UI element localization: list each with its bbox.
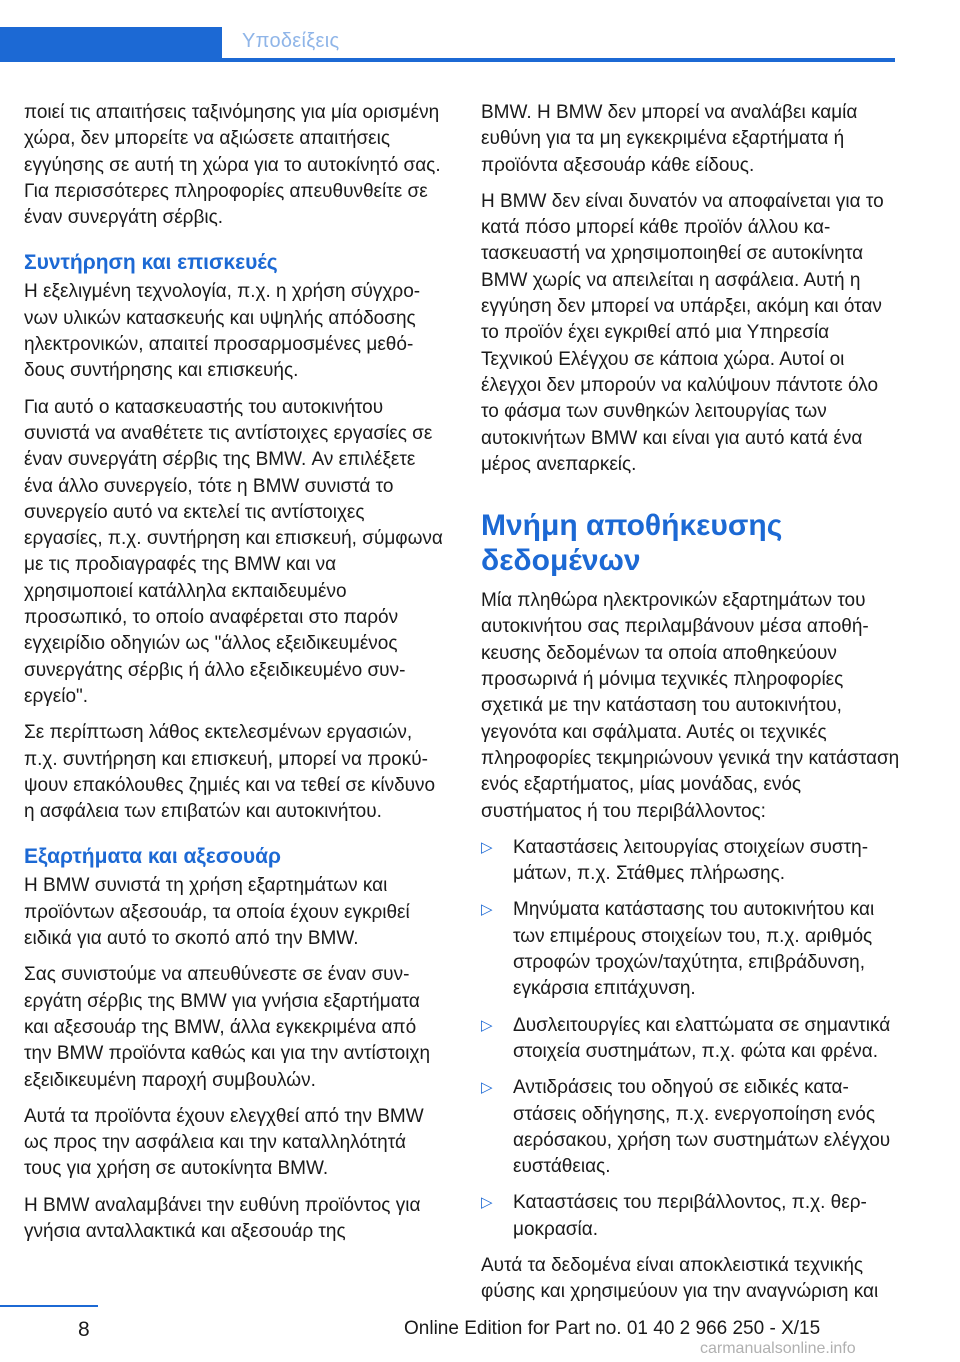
edition-note: Online Edition for Part no. 01 40 2 966 250 - X/15 bbox=[404, 1318, 821, 1339]
triangle-bullet-icon: ▷ bbox=[481, 1079, 493, 1097]
footer-rule bbox=[0, 1305, 98, 1307]
page-section-title: Υποδείξεις bbox=[242, 30, 340, 52]
list-item-text: Καταστάσεις του περιβάλλοντος, π.χ. θερμοκρασία. bbox=[513, 1192, 867, 1240]
paragraph: Η εξελιγμένη τεχνολογία, π.χ. η χρήση σύγχρονων υλικών κατασκευής και υψηλής απόδοσης ηλεκτρονικών, απαιτεί προσαρμοσμένες μεθόδους συντήρησης και επισκευής. bbox=[24, 281, 421, 382]
page-number: 8 bbox=[78, 1318, 90, 1341]
paragraph: Για αυτό ο κατασκευαστής του αυτοκινήτου συνιστά να αναθέτετε τις αντίστοιχες εργασίες σε έναν συνεργάτη σέρβις της BMW. Αν επιλέξετε ένα άλλο συνεργείο, τότε η BMW συνιστά το συνεργείο αυτό να εκτελεί τις αντίστοιχες εργασίες, π.χ. συντήρηση και επισκευή, σύμφωνα με τις προδιαγραφές της BMW και να χρησιμοποιεί κατάλληλα εκπαιδευμένο προσωπικό, το οποίο αναφέρεται στο παρόν εγχειρίδιο οδηγιών ως "άλλος εξειδικευμένος συνεργάτης σέρβις ή άλλο εξειδικευμένο συνεργείο". bbox=[24, 396, 443, 707]
header-rule bbox=[222, 58, 895, 62]
triangle-bullet-icon: ▷ bbox=[481, 838, 493, 856]
paragraph: Μία πληθώρα ηλεκτρονικών εξαρτημάτων του αυτοκινήτου σας περιλαμβάνουν μέσα αποθήκευσης δεδομένων τα οποία αποθηκεύουν προσωρινά ή μόνιμα τεχνικές πληροφορίες σχετικά με την κατάσταση του αυτοκινήτου, γεγονότα και σφάλματα. Αυτές οι τεχνικές πληροφορίες τεκμηριώνουν γενικά την κατάσταση ενός εξαρτήματος, μίας μονάδας, ενός συστήματος ή του περιβάλλοντος: bbox=[481, 590, 900, 822]
watermark: carmanualsonline.info bbox=[700, 1340, 856, 1357]
paragraph: Η BMW δεν είναι δυνατόν να αποφαίνεται για το κατά πόσο μπορεί κάθε προϊόν άλλου κατασκευαστή να χρησιμοποιηθεί σε αυτοκίνητα BMW χωρίς να απειλείται η ασφάλεια. Αυτή η εγγύηση δεν μπορεί να υπάρξει, ακόμη και όταν το προϊόν έχει εγκριθεί από μια Υπηρεσία Τεχνικού Ελέγχου σε κάποια χώρα. Αυτοί οι έλεγχοι δεν μπορούν να καλύψουν πάντοτε όλο το φάσμα των συνθηκών λειτουργίας των αυτοκινήτων BMW και είναι για αυτό κατά ένα μέρος ανεπαρκείς. bbox=[481, 190, 884, 475]
header-accent-bar bbox=[0, 27, 222, 62]
triangle-bullet-icon: ▷ bbox=[481, 1194, 493, 1212]
bullet-list bbox=[481, 835, 901, 1243]
list-item-text: Μηνύματα κατάστασης του αυτοκινήτου και των επιμέρους στοιχείων του, π.χ. αριθμός στροφών τροχών/ταχύτητα, επιβράδυνση, εγκάρσια επιτάχυνση. bbox=[513, 899, 875, 1000]
right-column bbox=[481, 100, 901, 1316]
paragraph: Σε περίπτωση λάθος εκτελεσμένων εργασιών, π.χ. συντήρηση και επισκευή, μπορεί να προκύψουν επακόλουθες ζημιές και να τεθεί σε κίνδυνο η ασφάλεια των επιβατών και αυτοκινήτου. bbox=[24, 722, 436, 823]
triangle-bullet-icon: ▷ bbox=[481, 901, 493, 919]
list-item bbox=[481, 897, 901, 1002]
list-item-text: Αντιδράσεις του οδηγού σε ειδικές καταστάσεις οδήγησης, π.χ. ενεργοποίηση ενός αερόσακου, χρήση των συστημάτων ελέγχου ευστάθειας. bbox=[513, 1077, 891, 1178]
paragraph: Σας συνιστούμε να απευθύνεστε σε έναν συνεργάτη σέρβις της BMW για γνήσια εξαρτήματα και αξεσουάρ της BMW, άλλα εγκεκριμένα από την BMW προϊόντα καθώς και για την αντίστοιχη εξειδικευμένη παροχή συμβουλών. bbox=[24, 964, 431, 1091]
heading-maintenance: Συντήρηση και επισκευές bbox=[24, 251, 278, 275]
list-item bbox=[481, 835, 901, 888]
paragraph: ποιεί τις απαιτήσεις ταξινόμησης για μία ορισμένη χώρα, δεν μπορείτε να αξιώσετε απαιτήσεις εγγύησης σε αυτή τη χώρα για το αυτοκίνητό σας. Για περισσότερες πληροφορίες απευθυνθείτε σε έναν συνεργάτη σέρβις. bbox=[24, 102, 441, 229]
paragraph: Η BMW συνιστά τη χρήση εξαρτημάτων και προϊόντων αξεσουάρ, τα οποία έχουν εγκριθεί ειδικά για αυτό το σκοπό από την BMW. bbox=[24, 875, 410, 950]
paragraph: BMW. Η BMW δεν μπορεί να αναλάβει καμία ευθύνη για τα μη εγκεκριμένα εξαρτήματα ή προϊόντα αξεσουάρ κάθε είδους. bbox=[481, 102, 858, 176]
list-item-text: Δυσλειτουργίες και ελαττώματα σε σημαντικά στοιχεία συστημάτων, π.χ. φώτα και φρένα. bbox=[513, 1014, 891, 1062]
list-item bbox=[481, 1013, 901, 1066]
paragraph: Η BMW αναλαμβάνει την ευθύνη προϊόντος για γνήσια ανταλλακτικά και αξεσουάρ της bbox=[24, 1194, 421, 1242]
list-item bbox=[481, 1190, 901, 1243]
list-item bbox=[481, 1075, 901, 1180]
heading-parts-accessories: Εξαρτήματα και αξεσουάρ bbox=[24, 845, 282, 869]
paragraph: Αυτά τα προϊόντα έχουν ελεγχθεί από την BMW ως προς την ασφάλεια και την καταλληλότητά τους για χρήση σε αυτοκίνητα BMW. bbox=[24, 1105, 424, 1180]
heading-data-storage: Μνήμη αποθήκευσης δεδομένων bbox=[481, 509, 783, 578]
triangle-bullet-icon: ▷ bbox=[481, 1016, 493, 1034]
left-column bbox=[24, 100, 444, 1255]
paragraph: Αυτά τα δεδομένα είναι αποκλειστικά τεχνικής φύσης και χρησιμεύουν για την αναγνώριση και bbox=[481, 1254, 879, 1303]
list-item-text: Καταστάσεις λειτουργίας στοιχείων συστημάτων, π.χ. Στάθμες πλήρωσης. bbox=[513, 836, 869, 885]
